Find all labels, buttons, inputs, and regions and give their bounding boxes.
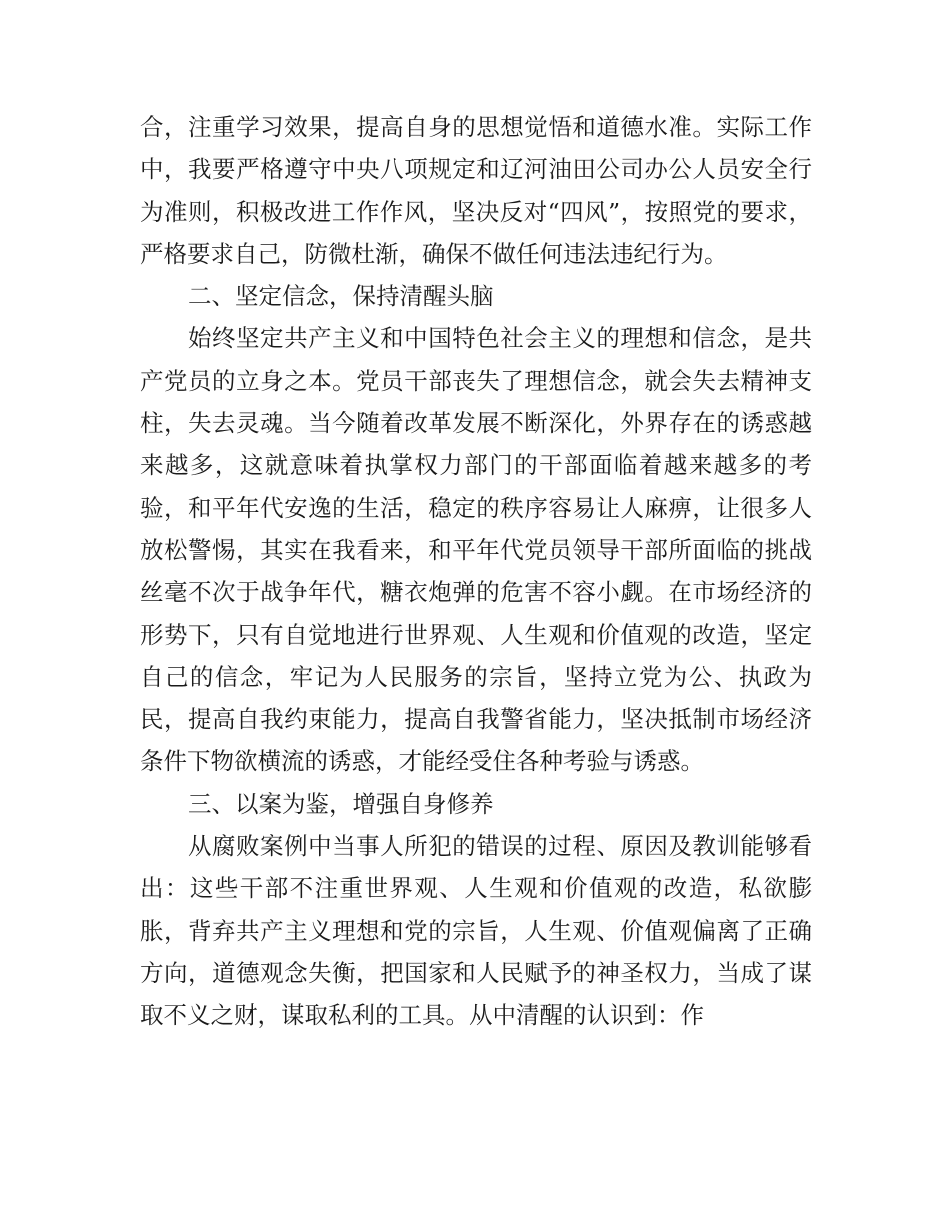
paragraph-firm-belief: 始终坚定共产主义和中国特色社会主义的理想和信念，是共产党员的立身之本。党员干部丧失了理想信念，就会失去精神支柱，失去灵魂。当今随着改革发展不断深化，外界存在的诱惑越来越多，这就意味着执掌权力部门的干部面临着越来越多的考验，和平年代安逸的生活，稳定的秩序容易让人麻痹，让很多人放松警惕，其实在我看来，和平年代党员领导干部所面临的挑战丝毫不次于战争年代，糖衣炮弹的危害不容小觑。在市场经济的形势下，只有自觉地进行世界观、人生观和价值观的改造，坚定自己的信念，牢记为人民服务的宗旨，坚持立党为公、执政为民，提高自我约束能力，提高自我警省能力，坚决抵制市场经济条件下物欲横流的诱惑，才能经受住各种考验与诱惑。 xyxy=(140,324,812,776)
document-page xyxy=(140,106,812,1037)
paragraph-continued: 合，注重学习效果，提高自身的思想觉悟和道德水准。实际工作中，我要严格遵守中央八项规定和辽河油田公司办公人员安全行为准则，积极改进工作作风，坚决反对“四风”，按照党的要求，严格要求自己，防微杜渐，确保不做任何违法违纪行为。 xyxy=(140,113,812,268)
section-heading-3: 三、以案为鉴，增强自身修养 xyxy=(188,789,494,818)
paragraph-case-lessons: 从腐败案例中当事人所犯的错误的过程、原因及教训能够看出：这些干部不注重世界观、人生观和价值观的改造，私欲膨胀，背弃共产主义理想和党的宗旨，人生观、价值观偏离了正确方向，道德观念失衡，把国家和人民赋予的神圣权力，当成了谋取不义之财，谋取私利的工具。从中清醒的认识到：作 xyxy=(140,832,812,1030)
section-heading-2: 二、坚定信念，保持清醒头脑 xyxy=(188,282,494,311)
